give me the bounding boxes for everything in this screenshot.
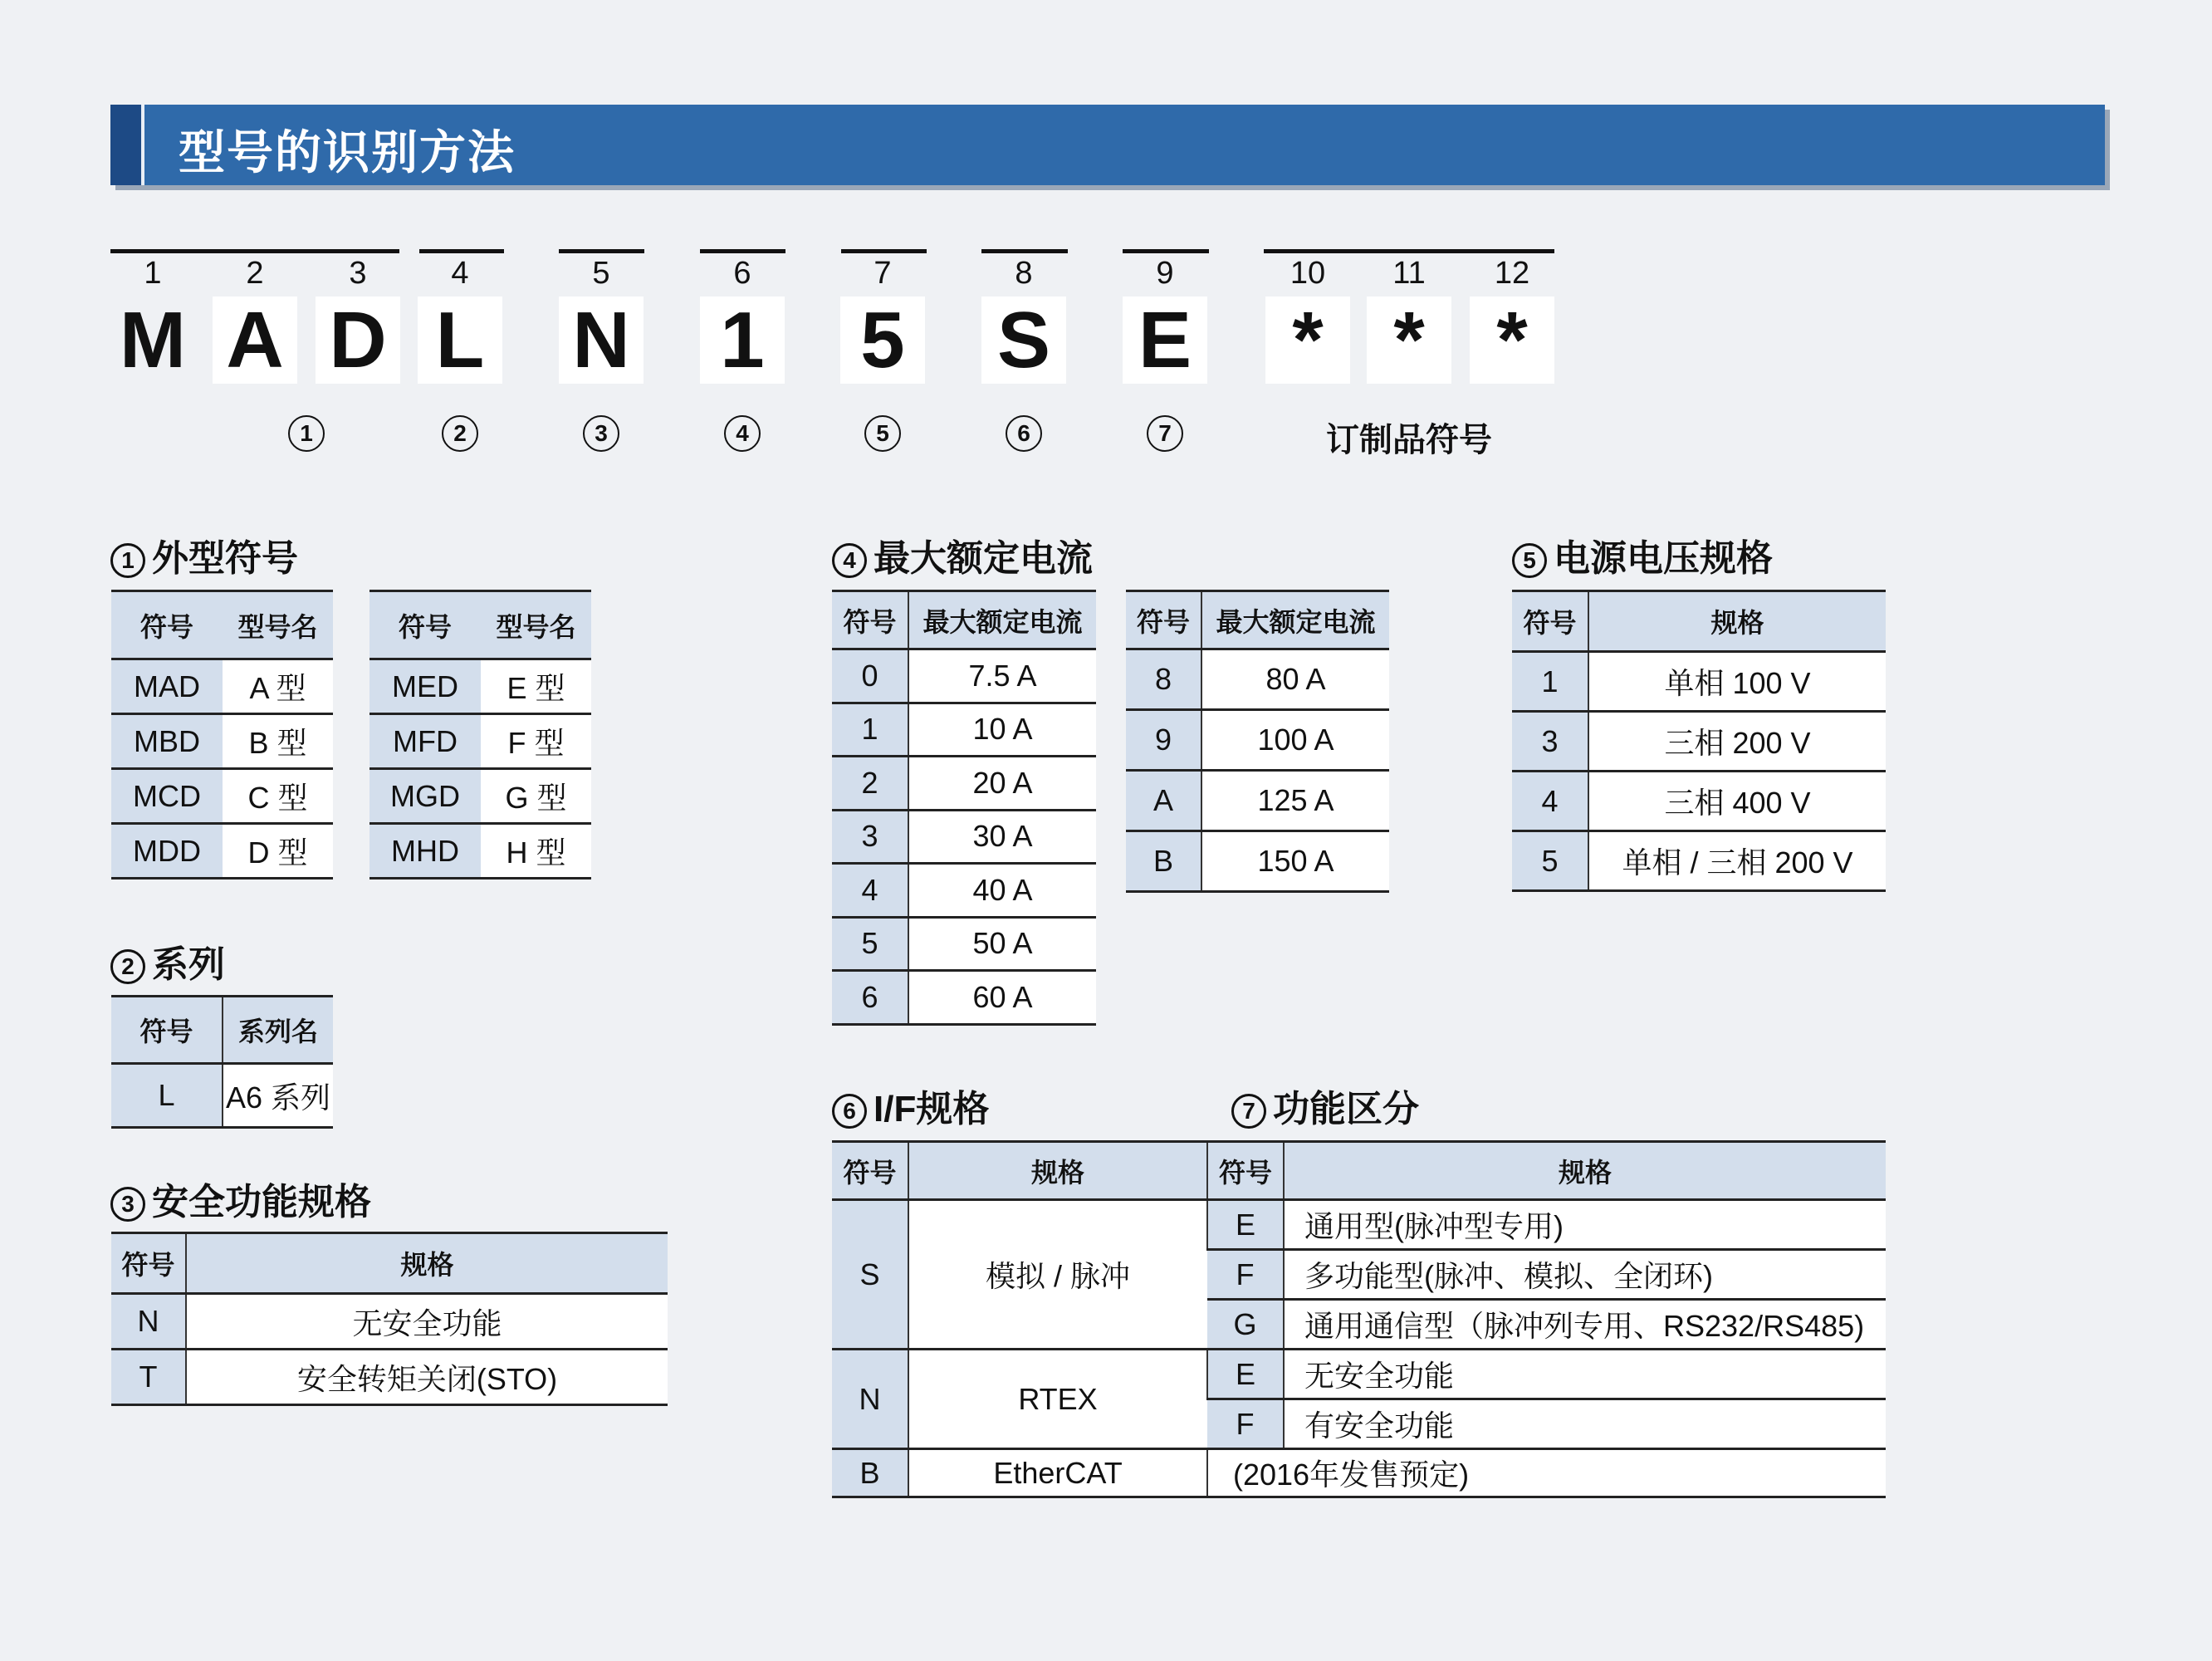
code-letter: 1 [700, 296, 785, 384]
bracket-line [559, 249, 644, 253]
symbol-cell: L [111, 1064, 223, 1128]
header-cell: 规格 [908, 1142, 1207, 1200]
code-letter: N [559, 296, 644, 384]
section-marker: 1 [288, 415, 325, 452]
symbol-cell: N [832, 1350, 908, 1449]
symbol-cell: MAD [111, 659, 223, 714]
table-row [369, 824, 591, 879]
value-cell: 100 A [1201, 710, 1389, 771]
value-cell: 7.5 A [908, 649, 1096, 703]
symbol-cell: E [1207, 1350, 1284, 1399]
code-letter: L [418, 296, 502, 384]
header-cell: 型号名 [481, 591, 591, 659]
table-row [1512, 831, 1886, 891]
symbol-cell: MDD [111, 824, 223, 879]
title-accent-strip [110, 105, 144, 185]
code-letter: E [1123, 296, 1207, 384]
value-cell: 三相 200 V [1588, 712, 1886, 772]
symbol-cell: 3 [1512, 712, 1588, 772]
header-cell: 符号 [1126, 591, 1201, 649]
symbol-cell: 1 [1512, 652, 1588, 712]
symbol-cell: 9 [1126, 710, 1201, 771]
symbol-cell: 4 [1512, 772, 1588, 831]
section-marker: 5 [864, 415, 901, 452]
code-letter: M [120, 296, 186, 385]
position-number: 9 [1156, 256, 1174, 291]
voltage-table [1512, 590, 1886, 892]
symbol-cell: 1 [832, 703, 908, 757]
code-letter: A [213, 296, 297, 384]
position-number: 8 [1015, 256, 1033, 291]
table-row [111, 1350, 668, 1405]
symbol-cell: 4 [832, 864, 908, 918]
symbol-cell: MHD [369, 824, 481, 879]
header-cell: 符号 [1512, 591, 1588, 652]
table-row [1512, 652, 1886, 712]
current-table-a [832, 590, 1096, 1026]
table-row [832, 971, 1096, 1025]
symbol-cell: MCD [111, 769, 223, 824]
table-row [111, 714, 333, 769]
table-row [832, 917, 1096, 971]
symbol-cell: T [111, 1350, 186, 1405]
position-number: 7 [874, 256, 892, 291]
value-cell: 30 A [908, 810, 1096, 864]
section-marker: 3 [583, 415, 619, 452]
header-cell: 符号 [1207, 1142, 1284, 1200]
table-row [1126, 771, 1389, 831]
symbol-cell: A [1126, 771, 1201, 831]
value-cell: C 型 [223, 769, 333, 824]
section-3-title: 3 安全功能规格 [110, 1172, 371, 1225]
table-row [832, 810, 1096, 864]
table-row [832, 864, 1096, 918]
table-row [1126, 710, 1389, 771]
header-cell: 最大额定电流 [1201, 591, 1389, 649]
value-cell: A6 系列 [223, 1064, 333, 1128]
spec-cell: 通用型(脉冲型专用) [1284, 1200, 1886, 1250]
symbol-cell: E [1207, 1200, 1284, 1250]
page-title: 型号的识别方法 [179, 126, 516, 179]
if-function-table [832, 1140, 1886, 1498]
header-cell: 符号 [832, 591, 908, 649]
position-number: 11 [1392, 256, 1426, 291]
symbol-cell: 5 [832, 917, 908, 971]
table-row [832, 649, 1096, 703]
section-1-title: 1 外型符号 [110, 528, 298, 581]
position-number: 5 [592, 256, 610, 291]
value-cell: 安全转矩关闭(STO) [186, 1350, 668, 1405]
symbol-cell: F [1207, 1399, 1284, 1449]
section-marker: 2 [442, 415, 478, 452]
spec-cell: 多功能型(脉冲、模拟、全闭环) [1284, 1250, 1886, 1300]
table-row [832, 1449, 1886, 1497]
symbol-cell: 0 [832, 649, 908, 703]
table-row [1512, 712, 1886, 772]
section-2-title: 2 系列 [110, 934, 225, 987]
table-row [369, 769, 591, 824]
position-number: 1 [144, 256, 162, 291]
spec-cell: 有安全功能 [1284, 1399, 1886, 1449]
value-cell: 10 A [908, 703, 1096, 757]
outline-table-b [369, 590, 591, 879]
symbol-cell: MGD [369, 769, 481, 824]
safety-table [111, 1232, 668, 1406]
value-cell: F 型 [481, 714, 591, 769]
table-row [369, 714, 591, 769]
value-cell: 三相 400 V [1588, 772, 1886, 831]
table-row [1512, 772, 1886, 831]
outline-table-a [111, 590, 333, 879]
header-cell: 型号名 [223, 591, 333, 659]
symbol-cell: 3 [832, 810, 908, 864]
position-number: 12 [1494, 256, 1530, 291]
symbol-cell: F [1207, 1250, 1284, 1300]
table-row [1126, 649, 1389, 710]
note-cell: (2016年发售预定) [1207, 1449, 1886, 1497]
title-bar [110, 105, 2105, 185]
value-cell: D 型 [223, 824, 333, 879]
header-cell: 规格 [1284, 1142, 1886, 1200]
symbol-cell: 2 [832, 757, 908, 811]
table-row [832, 757, 1096, 811]
symbol-cell: MBD [111, 714, 223, 769]
value-cell: 125 A [1201, 771, 1389, 831]
header-cell: 符号 [111, 997, 223, 1064]
header-cell: 符号 [369, 591, 481, 659]
spec-cell: 模拟 / 脉冲 [908, 1200, 1207, 1350]
code-letter: * [1470, 296, 1554, 384]
custom-order-label: 订制品符号 [1326, 422, 1492, 458]
table-row [111, 1294, 668, 1350]
header-cell: 最大额定电流 [908, 591, 1096, 649]
position-number: 2 [246, 256, 264, 291]
table-row [111, 824, 333, 879]
value-cell: G 型 [481, 769, 591, 824]
symbol-cell: 8 [1126, 649, 1201, 710]
symbol-cell: MED [369, 659, 481, 714]
section-7-title: 7 功能区分 [1231, 1079, 1419, 1132]
symbol-cell: B [832, 1449, 908, 1497]
table-row [369, 659, 591, 714]
header-cell: 系列名 [223, 997, 333, 1064]
position-number: 6 [733, 256, 751, 291]
symbol-cell: B [1126, 831, 1201, 892]
table-row [111, 659, 333, 714]
position-number: 10 [1290, 256, 1326, 291]
section-marker: 6 [1006, 415, 1042, 452]
bracket-line [110, 249, 399, 253]
bracket-line [1123, 249, 1209, 253]
code-letter: * [1265, 296, 1350, 384]
section-marker: 4 [724, 415, 761, 452]
position-number: 4 [451, 256, 469, 291]
bracket-line [1264, 249, 1554, 253]
header-cell: 符号 [111, 1233, 186, 1294]
bracket-line [841, 249, 927, 253]
series-table [111, 995, 333, 1129]
code-letter: * [1367, 296, 1451, 384]
header-cell: 符号 [832, 1142, 908, 1200]
symbol-cell: N [111, 1294, 186, 1350]
code-letter: S [981, 296, 1066, 384]
table-row [111, 1064, 333, 1128]
table-row [111, 769, 333, 824]
value-cell: 40 A [908, 864, 1096, 918]
section-5-title: 5 电源电压规格 [1512, 528, 1773, 581]
value-cell: 单相 / 三相 200 V [1588, 831, 1886, 891]
symbol-cell: S [832, 1200, 908, 1350]
value-cell: 50 A [908, 917, 1096, 971]
table-row [832, 1200, 1886, 1250]
bracket-line [419, 249, 504, 253]
value-cell: 无安全功能 [186, 1294, 668, 1350]
value-cell: 单相 100 V [1588, 652, 1886, 712]
value-cell: H 型 [481, 824, 591, 879]
value-cell: A 型 [223, 659, 333, 714]
spec-cell: RTEX [908, 1350, 1207, 1449]
value-cell: 60 A [908, 971, 1096, 1025]
bracket-line [981, 249, 1068, 253]
spec-cell: 无安全功能 [1284, 1350, 1886, 1399]
value-cell: E 型 [481, 659, 591, 714]
code-letter: 5 [840, 296, 925, 384]
spec-cell: EtherCAT [908, 1449, 1207, 1497]
section-4-title: 4 最大额定电流 [832, 528, 1093, 581]
bracket-line [700, 249, 785, 253]
section-6-title: 6 I/F规格 [832, 1079, 989, 1132]
position-number: 3 [349, 256, 367, 291]
code-letter: D [316, 296, 400, 384]
symbol-cell: MFD [369, 714, 481, 769]
value-cell: 150 A [1201, 831, 1389, 892]
header-cell: 符号 [111, 591, 223, 659]
table-row [832, 703, 1096, 757]
header-cell: 规格 [186, 1233, 668, 1294]
symbol-cell: 5 [1512, 831, 1588, 891]
value-cell: 20 A [908, 757, 1096, 811]
symbol-cell: 6 [832, 971, 908, 1025]
current-table-b [1126, 590, 1389, 893]
spec-cell: 通用通信型（脉冲列专用、RS232/RS485) [1284, 1300, 1886, 1350]
symbol-cell: G [1207, 1300, 1284, 1350]
value-cell: 80 A [1201, 649, 1389, 710]
section-marker: 7 [1147, 415, 1183, 452]
table-row [1126, 831, 1389, 892]
value-cell: B 型 [223, 714, 333, 769]
header-cell: 规格 [1588, 591, 1886, 652]
table-row [832, 1350, 1886, 1399]
